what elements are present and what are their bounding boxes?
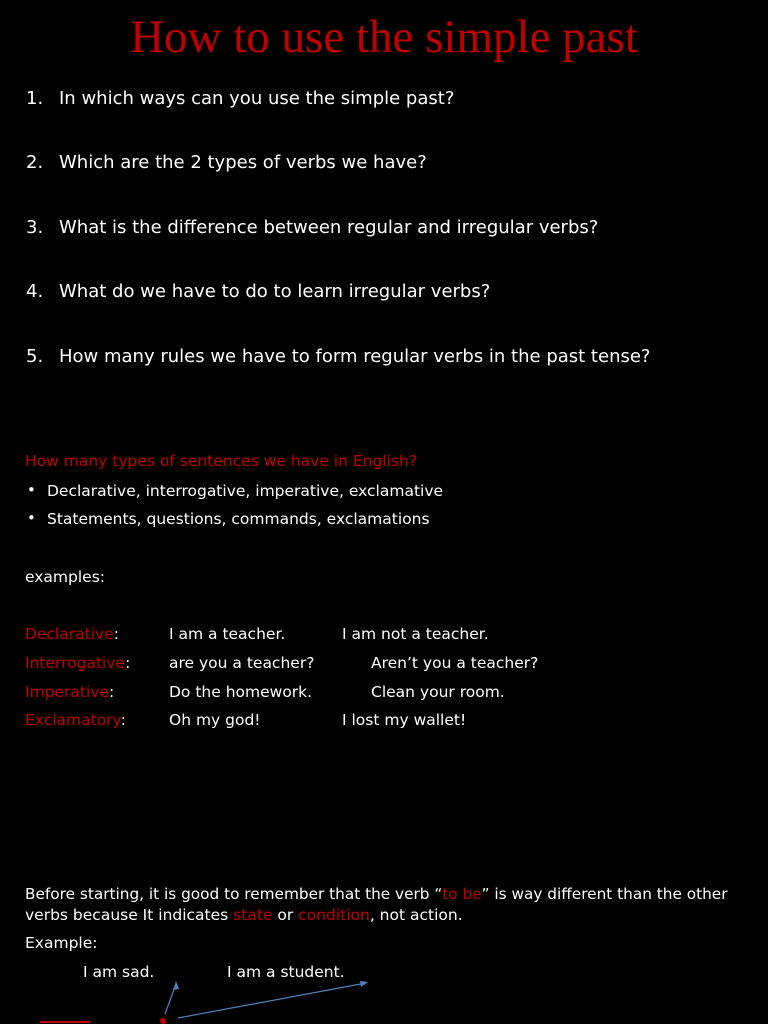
sentence-types-heading: How many types of sentences we have in English? [25, 452, 418, 470]
to-be-line-1 [25, 884, 727, 904]
question-text: What do we have to do to learn irregular verbs? [59, 281, 491, 302]
question-item [26, 280, 490, 304]
question-number: 4. [26, 281, 44, 302]
state-highlight: state [233, 906, 273, 924]
question-text: How many rules we have to form regular verbs in the past tense? [59, 346, 651, 367]
text-segment: or [272, 906, 299, 924]
sentence-type-name: Declarative [25, 625, 114, 643]
example-2: I lost my wallet! [342, 711, 467, 729]
text-segment: Before starting, it is good to remember that the verb “ [25, 885, 443, 903]
question-item [26, 151, 427, 175]
sentence-type-label [25, 653, 130, 673]
question-text: Which are the 2 types of verbs we have? [59, 152, 427, 173]
sentence-type-label [25, 682, 114, 702]
bullet-icon: • [27, 481, 36, 499]
example-1: Do the homework. [169, 683, 313, 701]
question-number: 2. [26, 152, 44, 173]
sentence-type-label [25, 710, 126, 730]
question-item [26, 345, 650, 369]
text-segment: , not action. [369, 906, 463, 924]
condition-highlight: condition [298, 906, 370, 924]
example-label: Example: [25, 934, 98, 952]
text-segment: verbs because It indicates [25, 906, 234, 924]
text-segment: ” is way different than the other [481, 885, 728, 903]
bullet-icon: • [27, 509, 36, 527]
sentence-type-name: Interrogative [25, 654, 126, 672]
arrow-to-student [178, 981, 368, 1018]
to-be-example-2: I am a student. [227, 963, 345, 981]
colon: : [120, 711, 126, 729]
arrow-to-sad [165, 981, 179, 1014]
bullet-text: Statements, questions, commands, exclamations [47, 510, 430, 528]
to-be-example-1: I am sad. [83, 963, 155, 981]
colon: : [125, 654, 131, 672]
example-2: Aren’t you a teacher? [371, 654, 539, 672]
bullet-text: Declarative, interrogative, imperative, exclamative [47, 482, 444, 500]
arrows-diagram [0, 970, 768, 1024]
page-title: How to use the simple past [130, 11, 638, 63]
sentence-type-name: Imperative [25, 683, 110, 701]
example-1: Oh my god! [169, 711, 261, 729]
sentence-type-name: Exclamatory [25, 711, 121, 729]
red-marker-icon [160, 1018, 166, 1024]
question-number: 3. [26, 217, 44, 238]
to-be-line-2 [25, 905, 463, 925]
question-item [26, 87, 454, 111]
question-text: What is the difference between regular and irregular verbs? [59, 217, 599, 238]
question-text: In which ways can you use the simple past? [59, 88, 455, 109]
example-2: Clean your room. [371, 683, 505, 701]
question-item [26, 216, 598, 240]
sentence-type-label [25, 624, 119, 644]
colon: : [113, 625, 119, 643]
question-number: 5. [26, 346, 44, 367]
example-2: I am not a teacher. [342, 625, 489, 643]
example-1: I am a teacher. [169, 625, 286, 643]
examples-label: examples: [25, 568, 106, 586]
example-1: are you a teacher? [169, 654, 315, 672]
question-number: 1. [26, 88, 44, 109]
to-be-highlight: to be [442, 885, 482, 903]
colon: : [109, 683, 115, 701]
